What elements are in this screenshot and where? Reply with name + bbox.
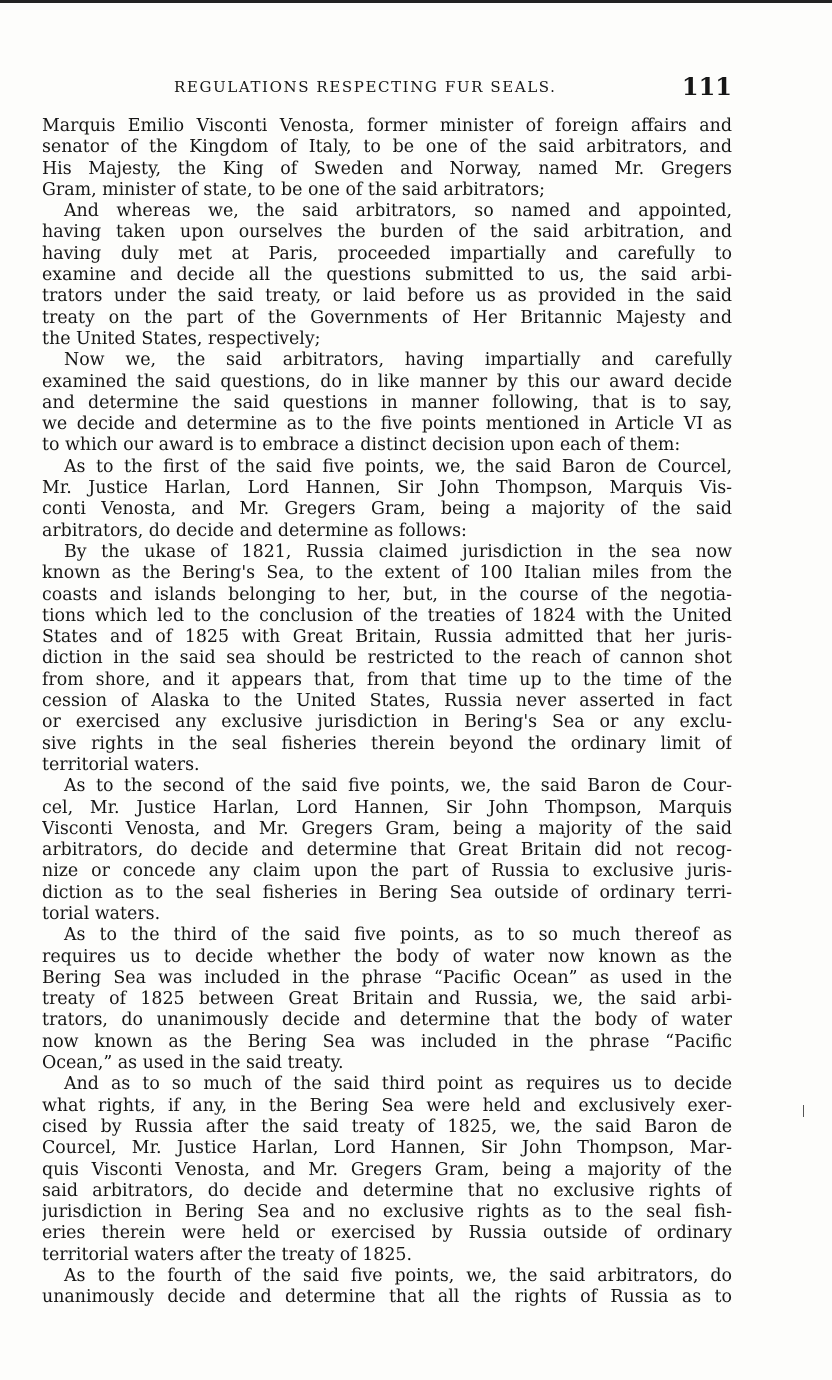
text-line: torial waters.: [42, 903, 161, 924]
text-line: Visconti Venosta, and Mr. Gregers Gram, being a majority of the said: [42, 818, 732, 839]
paragraph: [42, 776, 732, 925]
text-line: Courcel, Mr. Justice Harlan, Lord Hannen, Sir John Thompson, Mar-: [42, 1138, 732, 1159]
text-line: to which our award is to embrace a distinct decision upon each of them:: [42, 435, 681, 456]
text-line: jurisdiction in Bering Sea and no exclusive rights as to the seal fish-: [42, 1202, 732, 1223]
paragraph: [42, 542, 732, 776]
text-line: having taken upon ourselves the burden of the said arbitration, and: [42, 222, 732, 243]
text-line: nize or concede any claim upon the part of Russia to exclusive juris-: [42, 861, 732, 882]
text-line: coasts and islands belonging to her, but, in the course of the negotia-: [42, 584, 732, 605]
text-line: treaty of 1825 between Great Britain and Russia, we, the said arbi-: [42, 989, 732, 1010]
text-line: and determine the said questions in manner following, that is to say,: [42, 392, 732, 413]
paragraph: [42, 457, 732, 542]
running-title: REGULATIONS RESPECTING FUR SEALS.: [174, 78, 557, 96]
paragraph: [42, 201, 732, 350]
text-line: Now we, the said arbitrators, having impartially and carefully: [64, 350, 732, 371]
text-line: As to the first of the said five points, we, the said Baron de Courcel,: [64, 456, 732, 477]
text-line: quis Visconti Venosta, and Mr. Gregers Gram, being a majority of the: [42, 1159, 732, 1180]
text-line: known as the Bering's Sea, to the extent of 100 Italian miles from the: [42, 563, 732, 584]
text-line: Ocean,” as used in the said treaty.: [42, 1053, 344, 1074]
text-line: conti Venosta, and Mr. Gregers Gram, being a majority of the said: [42, 499, 732, 520]
text-line: trators, do unanimously decide and determine that the body of water: [42, 1010, 732, 1031]
text-line: said arbitrators, do decide and determine that no exclusive rights of: [42, 1180, 732, 1201]
text-line: Mr. Justice Harlan, Lord Hannen, Sir John Thompson, Marquis Vis-: [42, 478, 732, 499]
text-line: territorial waters after the treaty of 1825.: [42, 1244, 413, 1265]
text-line: territorial waters.: [42, 754, 200, 775]
text-line: By the ukase of 1821, Russia claimed jurisdiction in the sea now: [64, 541, 732, 562]
body-text: [42, 116, 732, 1309]
text-line: now known as the Bering Sea was included in the phrase “Pacific: [42, 1031, 732, 1052]
text-line: sive rights in the seal fisheries therein beyond the ordinary limit of: [42, 733, 732, 754]
text-line: we decide and determine as to the five points mentioned in Article VI as: [42, 414, 732, 435]
page-number: 111: [681, 72, 732, 101]
text-line: what rights, if any, in the Bering Sea were held and exclusively exer-: [42, 1095, 732, 1116]
text-line: examined the said questions, do in like manner by this our award decide: [42, 371, 732, 392]
text-line: examine and decide all the questions submitted to us, the said arbi-: [42, 265, 732, 286]
text-line: As to the third of the said five points, as to so much thereof as: [64, 925, 732, 946]
text-line: Gram, minister of state, to be one of the said arbitrators;: [42, 179, 546, 200]
paragraph: [42, 350, 732, 456]
text-line: cised by Russia after the said treaty of 1825, we, the said Baron de: [42, 1116, 732, 1137]
text-line: from shore, and it appears that, from that time up to the time of the: [42, 669, 732, 690]
text-line: senator of the Kingdom of Italy, to be one of the said arbitrators, and: [42, 137, 732, 158]
text-line: cel, Mr. Justice Harlan, Lord Hannen, Sir John Thompson, Marquis: [42, 797, 732, 818]
text-line: States and of 1825 with Great Britain, Russia admitted that her juris-: [42, 627, 732, 648]
text-line: arbitrators, do decide and determine that Great Britain did not recog-: [42, 840, 732, 861]
text-line: His Majesty, the King of Sweden and Norway, named Mr. Gregers: [42, 158, 732, 179]
paragraph: [42, 116, 732, 201]
paragraph: [42, 1266, 732, 1309]
margin-speck: [803, 1105, 804, 1117]
paragraph: [42, 925, 732, 1074]
text-line: And as to so much of the said third point as requires us to decide: [64, 1074, 732, 1095]
text-line: unanimously decide and determine that all the rights of Russia as to: [42, 1287, 732, 1308]
text-line: the United States, respectively;: [42, 328, 321, 349]
text-line: tions which led to the conclusion of the treaties of 1824 with the United: [42, 605, 732, 626]
top-border-rule: [0, 0, 832, 3]
text-line: diction as to the seal fisheries in Bering Sea outside of ordinary terri-: [42, 882, 732, 903]
text-line: requires us to decide whether the body of water now known as the: [42, 946, 732, 967]
paragraph: [42, 1074, 732, 1266]
text-line: treaty on the part of the Governments of Her Britannic Majesty and: [42, 307, 732, 328]
text-line: having duly met at Paris, proceeded impartially and carefully to: [42, 243, 732, 264]
text-line: or exercised any exclusive jurisdiction in Bering's Sea or any exclu-: [42, 712, 732, 733]
text-line: Marquis Emilio Visconti Venosta, former minister of foreign affairs and: [42, 116, 732, 136]
text-line: Bering Sea was included in the phrase “Pacific Ocean” as used in the: [42, 967, 732, 988]
text-line: diction in the said sea should be restricted to the reach of cannon shot: [42, 648, 732, 669]
text-line: trators under the said treaty, or laid before us as provided in the said: [42, 286, 732, 307]
text-line: arbitrators, do decide and determine as follows:: [42, 520, 467, 541]
page-header: [42, 72, 732, 106]
text-line: eries therein were held or exercised by Russia outside of ordinary: [42, 1223, 732, 1244]
text-line: cession of Alaska to the United States, Russia never asserted in fact: [42, 691, 732, 712]
text-line: And whereas we, the said arbitrators, so named and appointed,: [64, 201, 732, 222]
text-line: As to the fourth of the said five points, we, the said arbitrators, do: [64, 1266, 732, 1287]
text-line: As to the second of the said five points, we, the said Baron de Cour-: [64, 776, 732, 797]
